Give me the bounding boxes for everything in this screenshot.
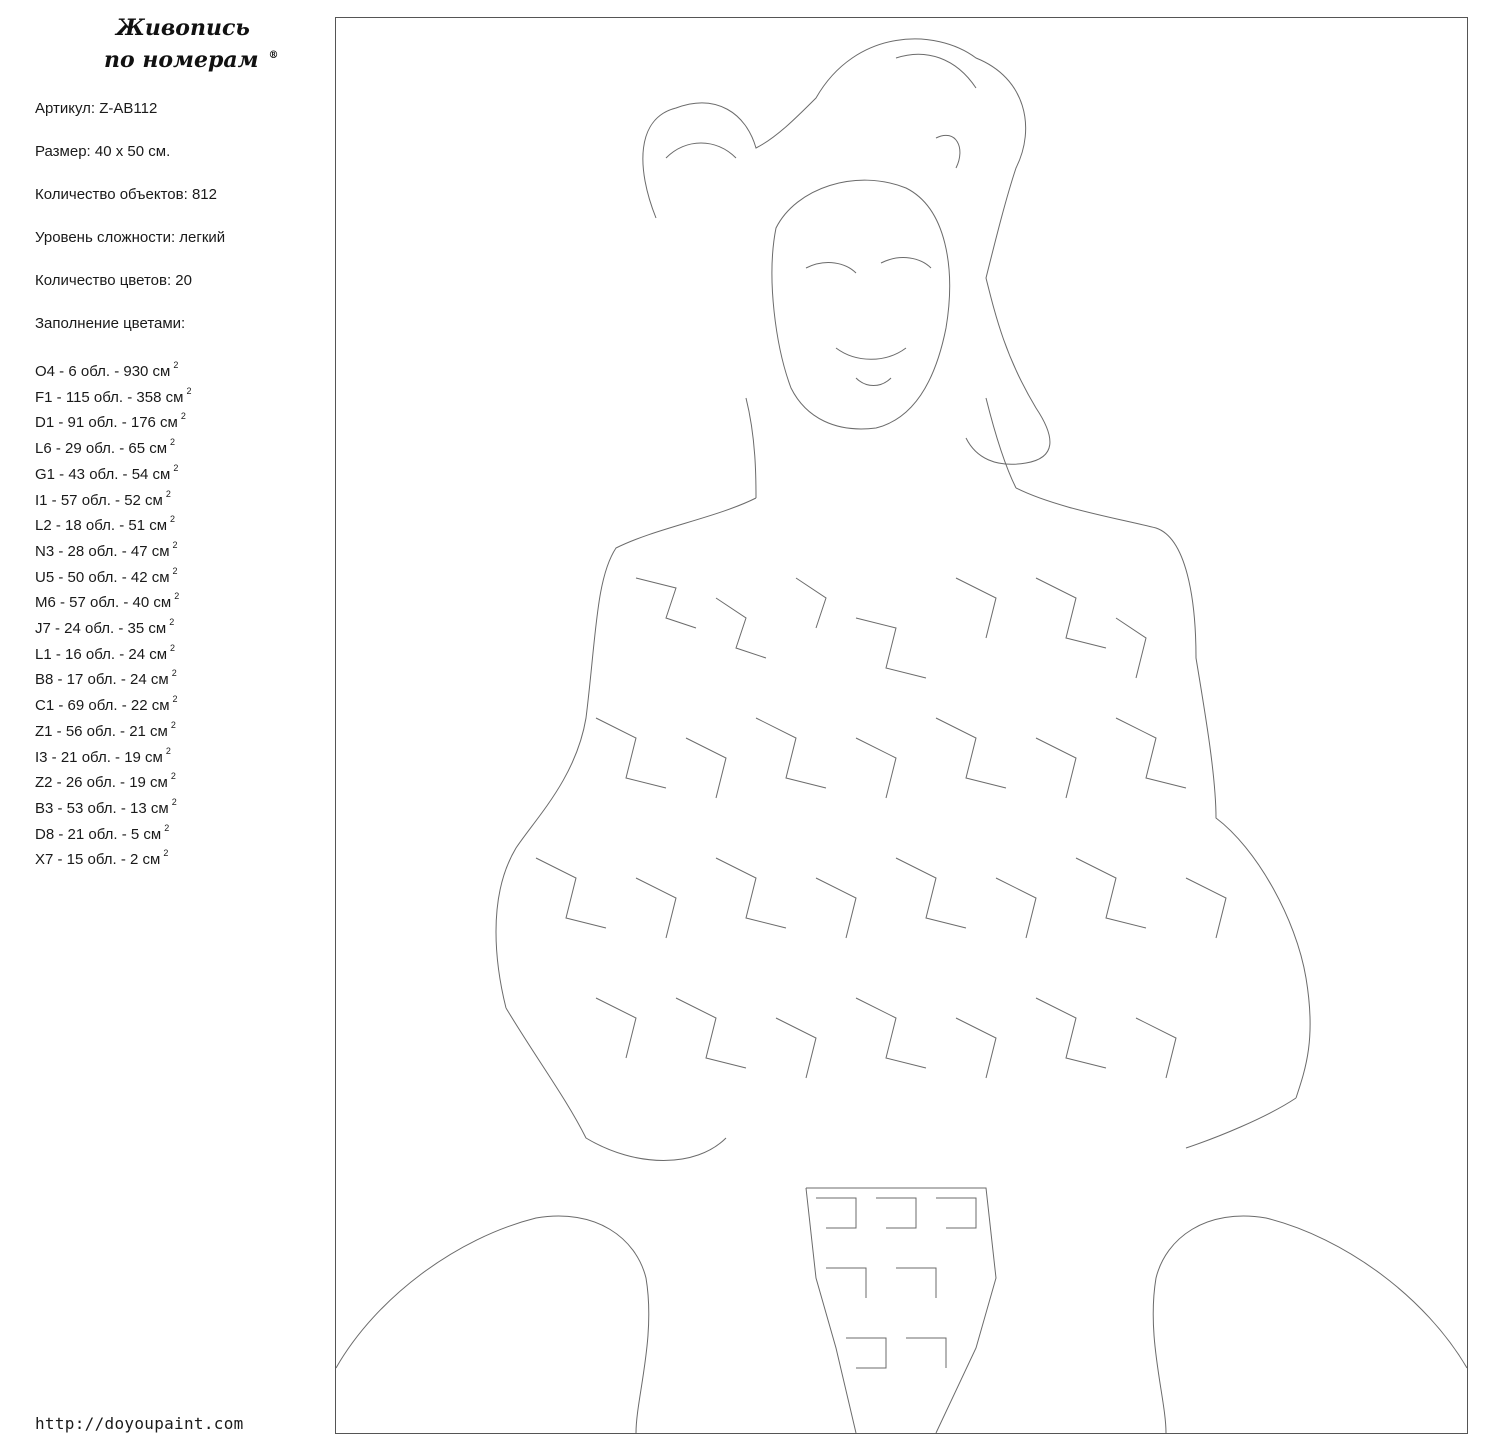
color-item <box>35 820 191 846</box>
color-item <box>35 383 191 409</box>
color-item-unit-exponent: 2 <box>169 617 175 628</box>
color-item-label: L6 - 29 обл. - 65 см <box>35 440 168 458</box>
legend-sidebar <box>0 0 320 1453</box>
color-item <box>35 794 191 820</box>
color-item-unit-exponent: 2 <box>164 822 170 833</box>
color-item <box>35 486 191 512</box>
difficulty-level: Уровень сложности: легкий <box>35 229 226 246</box>
color-item <box>35 640 191 666</box>
color-item-label: X7 - 15 обл. - 2 см <box>35 851 161 869</box>
pattern-row-3 <box>536 858 1226 938</box>
color-item-unit-exponent: 2 <box>171 796 177 807</box>
color-item <box>35 511 191 537</box>
color-item-unit-exponent: 2 <box>163 848 169 859</box>
coloring-canvas <box>335 17 1468 1434</box>
color-item-label: B3 - 53 обл. - 13 см <box>35 799 169 817</box>
color-item-unit-exponent: 2 <box>172 694 178 705</box>
hood-outline <box>643 39 1050 464</box>
outline-figure <box>336 39 1467 1433</box>
color-item-label: L2 - 18 обл. - 51 см <box>35 517 168 535</box>
color-item-unit-exponent: 2 <box>186 385 192 396</box>
line-art-drawing <box>336 18 1467 1433</box>
color-item <box>35 614 191 640</box>
face-outline <box>772 180 950 429</box>
color-item <box>35 563 191 589</box>
brand-line-2-text: по номерам <box>104 47 259 73</box>
color-item <box>35 717 191 743</box>
color-item-unit-exponent: 2 <box>174 591 180 602</box>
color-item-unit-exponent: 2 <box>170 437 176 448</box>
color-item-unit-exponent: 2 <box>172 565 178 576</box>
color-item-label: D1 - 91 обл. - 176 см <box>35 414 178 432</box>
color-item <box>35 408 191 434</box>
color-item-label: U5 - 50 обл. - 42 см <box>35 568 170 586</box>
color-item-unit-exponent: 2 <box>180 411 186 422</box>
product-meta <box>35 98 225 356</box>
color-item-unit-exponent: 2 <box>170 771 176 782</box>
pattern-row-1 <box>636 578 1146 678</box>
color-item-label: G1 - 43 обл. - 54 см <box>35 465 171 483</box>
color-item-label: Z2 - 26 обл. - 19 см <box>35 774 168 792</box>
color-item-label: M6 - 57 обл. - 40 см <box>35 594 172 612</box>
color-item-unit-exponent: 2 <box>171 668 177 679</box>
color-item-label: C1 - 69 обл. - 22 см <box>35 697 170 715</box>
color-item-label: L1 - 16 обл. - 24 см <box>35 645 168 663</box>
ear-details <box>666 54 976 168</box>
neck-lines <box>746 398 1016 498</box>
color-item <box>35 845 191 871</box>
color-item <box>35 588 191 614</box>
color-item-label: B8 - 17 обл. - 24 см <box>35 671 169 689</box>
hands-outline <box>506 1008 1296 1161</box>
objects-count: Количество объектов: 812 <box>35 186 217 203</box>
brand-line-2 <box>100 44 300 76</box>
knees-outline <box>336 1216 1467 1433</box>
color-item-label: I3 - 21 обл. - 19 см <box>35 748 163 766</box>
color-item <box>35 434 191 460</box>
color-item-label: F1 - 115 обл. - 358 см <box>35 388 184 406</box>
color-item <box>35 357 191 383</box>
color-fill-list <box>35 357 191 871</box>
color-item <box>35 665 191 691</box>
color-item-unit-exponent: 2 <box>165 488 171 499</box>
color-item-unit-exponent: 2 <box>170 642 176 653</box>
color-item <box>35 460 191 486</box>
brand-line-1: Живопись <box>116 15 250 41</box>
canvas-size: Размер: 40 х 50 см. <box>35 143 171 160</box>
color-item <box>35 743 191 769</box>
article-number: Артикул: Z-AB112 <box>35 100 158 117</box>
torso-lower <box>806 1188 996 1433</box>
color-item <box>35 537 191 563</box>
color-item-label: N3 - 28 обл. - 47 см <box>35 542 170 560</box>
color-item-label: D8 - 21 обл. - 5 см <box>35 825 162 843</box>
face-features <box>806 258 931 386</box>
color-item <box>35 768 191 794</box>
torso-outline <box>496 488 1310 1098</box>
color-item-label: I1 - 57 обл. - 52 см <box>35 491 163 509</box>
color-item <box>35 691 191 717</box>
color-item-unit-exponent: 2 <box>173 462 179 473</box>
color-item-label: J7 - 24 обл. - 35 см <box>35 620 167 638</box>
logo-pattern <box>816 1198 976 1368</box>
color-item-label: O4 - 6 обл. - 930 см <box>35 363 171 380</box>
website-link[interactable]: http://doyoupaint.com <box>35 1414 244 1433</box>
color-item-label: Z1 - 56 обл. - 21 см <box>35 722 168 740</box>
pattern-row-2 <box>596 718 1186 798</box>
color-item-unit-exponent: 2 <box>173 360 179 370</box>
registered-mark: ® <box>268 50 279 61</box>
color-item-unit-exponent: 2 <box>172 539 178 550</box>
fill-heading: Заполнение цветами: <box>35 315 186 332</box>
pattern-row-4 <box>596 998 1176 1078</box>
color-item-unit-exponent: 2 <box>170 514 176 525</box>
brand-logo <box>100 12 300 76</box>
color-item-unit-exponent: 2 <box>170 719 176 730</box>
colors-count: Количество цветов: 20 <box>35 272 192 289</box>
color-item-unit-exponent: 2 <box>165 745 171 756</box>
